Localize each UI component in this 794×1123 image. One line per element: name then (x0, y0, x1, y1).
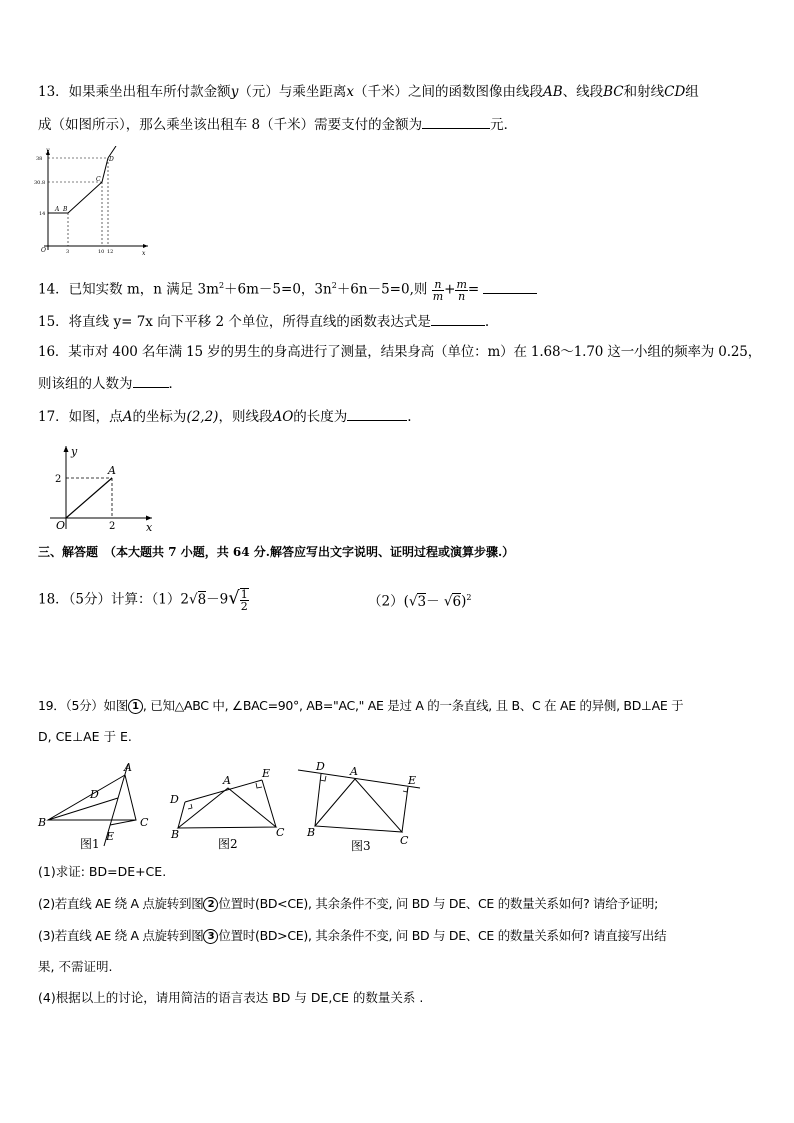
q13-sep2: 和射线 (623, 84, 665, 100)
q18-p1-sqrt-sign: √ (188, 591, 198, 608)
q18-p2-a: （2）( (368, 593, 409, 610)
fig1-label-e: E (106, 830, 115, 843)
section3-heading (38, 542, 514, 562)
section3-title: 三、解答题 (38, 545, 99, 559)
q14-frac2 (455, 279, 467, 302)
q15-text: 15．将直线 y= 7x 向下平移 2 个单位，所得直线的函数表达式是 (38, 314, 431, 330)
q13-sep1: 、线段 (562, 84, 604, 100)
q16-line2-b: ． (168, 376, 182, 392)
q17-point: A (122, 409, 133, 425)
fig2-label-d: D (170, 793, 179, 806)
q18-p1-frac-num: 1 (240, 588, 248, 601)
q17-line (38, 406, 412, 427)
q19-part4-text: (4)根据以上的讨论，请用简洁的语言表达 BD 与 DE,CE 的数量关系 . (38, 990, 424, 1005)
q14-sup2: 2 (331, 281, 337, 290)
fig3-label-a: A (350, 765, 358, 778)
q17-text-d: 的长度为 (293, 409, 348, 425)
q13-ytick-38: 38 (36, 156, 43, 162)
fig3-label-e: E (408, 774, 417, 787)
q14-frac2-num: m (456, 277, 467, 291)
q13-axis-y-label: y (46, 147, 50, 154)
fig2-label-c: C (276, 826, 285, 839)
q19-circle-3: 3 (203, 929, 218, 944)
q19-figures (30, 760, 430, 858)
fig3-label-d: D (316, 760, 325, 773)
q19-part1-text: (1)求证: BD=DE+CE. (38, 864, 167, 879)
q13-xtick-12: 12 (107, 249, 114, 255)
q16-line2 (38, 373, 182, 394)
q19-figure-1 (37, 761, 149, 851)
q17-graph (46, 443, 166, 533)
q19-part2-a: (2)若直线 AE 绕 A 点旋转到图 (38, 896, 204, 911)
q17-answer-blank[interactable] (347, 406, 407, 421)
fig3-caption: 图3 (351, 839, 371, 853)
fig1-label-c: C (140, 816, 149, 829)
q13-axis-x-label: x (142, 250, 146, 257)
q14-text-a: 14．已知实数 m，n 满足 3m (38, 281, 219, 298)
q18-p1-frac-den: 2 (240, 600, 248, 613)
q18-p2-radicand2: 6 (452, 593, 462, 610)
q18-p2-radicand1: 3 (417, 593, 427, 610)
q14-frac1-num: n (432, 279, 444, 291)
q14-line (38, 276, 537, 302)
q19-part3-a: (3)若直线 AE 绕 A 点旋转到图 (38, 928, 204, 943)
q18-prefix: 18．（5分）计算：（1） (38, 591, 181, 608)
q16-line2-a: 则该组的人数为 (38, 376, 133, 392)
q18-p2-sqrt1-sign: √ (408, 593, 418, 610)
q19-line2-text: D, CE⊥AE 于 E. (38, 729, 132, 744)
q16-line1-text: 16．某市对 400 名年满 15 岁的男生的身高进行了测量，结果身高（单位：m）在 1.68～1.70 这一小组的频率为 0.25， (38, 344, 762, 360)
q14-eq: = (467, 281, 480, 298)
q13-answer-blank[interactable] (422, 114, 490, 129)
q13-text-b: （元）与乘坐距离 (238, 84, 347, 100)
fig2-label-a: A (223, 774, 231, 787)
q19-figure-3 (298, 760, 420, 853)
q13-text-a: 13．如果乘坐出租车所付款金额 (38, 84, 231, 100)
q18-p1-a: 2 (180, 591, 189, 608)
q18-p1-radicand: 8 (197, 591, 207, 608)
q17-coord: (2,2) (186, 409, 219, 425)
q14-sup1: 2 (218, 281, 225, 290)
q17-axis-x-label: x (146, 521, 153, 533)
q18-p2-sup: 2 (466, 593, 472, 602)
q19-part3-c: 果, 不需证明. (38, 959, 113, 974)
q13-point-b: B (63, 206, 68, 213)
q14-text-c: ＋6n－5=0,则 (336, 281, 428, 298)
q13-line2 (38, 114, 517, 135)
q18-p1-sqrt2-sign: √ (228, 587, 240, 609)
q13-text-c: （千米）之间的函数图像由线段 (353, 84, 543, 100)
q19-circle-2: 2 (203, 897, 218, 912)
q13-line1 (38, 82, 699, 102)
q13-ray-cd: CD (664, 84, 686, 100)
fig1-label-d: D (90, 788, 99, 801)
q14-frac1 (432, 279, 444, 302)
q19-line1-b: , 已知△ABC 中, ∠BAC=90°, AB="AC," AE 是过 A 的一条直线, 且 B、C 在 AE 的异侧, BD⊥AE 于 (142, 698, 684, 713)
q17-end: . (407, 409, 412, 425)
q13-var-x: x (346, 84, 354, 100)
q19-part3 (38, 926, 666, 946)
q13-var-y: y (230, 84, 239, 100)
q13-xtick-10: 10 (98, 249, 105, 255)
q13-point-c: C (96, 176, 101, 183)
q13-ytick-14: 14 (39, 211, 46, 217)
q19-line2 (38, 727, 132, 747)
section3-desc: （本大题共 7 小题，共 64 分.解答应写出文字说明、证明过程或演算步骤.） (104, 545, 515, 559)
q13-text-d: 组 (685, 84, 699, 100)
q19-circle-1: 1 (128, 699, 143, 714)
q16-line1 (38, 342, 761, 362)
q14-answer-blank[interactable] (483, 279, 537, 294)
q17-text-a: 17．如图，点 (38, 409, 123, 425)
q19-line1-a: 19．（5分）如图 (38, 698, 128, 713)
q13-point-a: A (55, 206, 60, 213)
q19-line1 (38, 696, 683, 716)
fig1-label-b: B (38, 816, 47, 829)
q15-answer-blank[interactable] (431, 311, 485, 326)
q17-text-c: ，则线段 (218, 409, 273, 425)
fig2-label-b: B (171, 828, 180, 841)
fig1-label-a: A (124, 761, 132, 774)
q19-part3-b: 位置时(BD>CE), 其余条件不变, 问 BD 与 DE、CE 的数量关系如何? 请直接写出结 (218, 928, 667, 943)
q13-point-d: D (109, 156, 114, 163)
q17-point-a-label: A (108, 464, 116, 477)
fig2-caption: 图2 (218, 837, 238, 851)
fig3-label-c: C (400, 834, 409, 847)
q19-figure-2 (169, 767, 285, 851)
q17-origin-label: O (56, 519, 66, 532)
q18-p2-c: ) (461, 593, 467, 610)
q13-seg-ab: AB (542, 84, 563, 100)
q16-answer-blank[interactable] (133, 373, 169, 388)
q19-part2 (38, 894, 658, 914)
q13-line2-a: 成（如图所示），那么乘坐该出租车 8（千米）需要支付的金额为 (38, 117, 423, 133)
q17-axis-y-label: y (71, 445, 78, 458)
q14-frac1-den: m (432, 289, 444, 303)
q18-p1-b: －9 (206, 591, 229, 608)
q18-part2 (368, 588, 471, 612)
q18-p2-b: － (426, 593, 444, 610)
q13-graph (34, 146, 152, 258)
q14-plus: + (444, 281, 456, 298)
q19-part2-b: 位置时(BD<CE), 其余条件不变, 问 BD 与 DE、CE 的数量关系如何? 请给予证明; (218, 896, 659, 911)
q13-origin-label: O (41, 247, 46, 254)
q13-xtick-3: 3 (66, 249, 70, 255)
q15-end: . (484, 314, 490, 330)
q17-xtick-2: 2 (109, 521, 116, 532)
fig1-caption: 图1 (80, 837, 100, 851)
q13-ytick-30-8: 30.8 (34, 180, 46, 186)
q13-seg-bc: BC (603, 84, 624, 100)
fig2-label-e: E (262, 767, 271, 780)
q15-line (38, 311, 489, 332)
q19-part4 (38, 988, 423, 1008)
q13-line2-b: 元． (490, 117, 518, 133)
q18-p1-frac (240, 588, 249, 612)
q14-text-b: ＋6m－5=0，3n (224, 281, 332, 298)
q18-line (38, 588, 249, 612)
q17-ytick-2: 2 (55, 474, 62, 485)
q17-seg: AO (272, 409, 294, 425)
q17-text-b: 的坐标为 (132, 409, 187, 425)
q19-part3-cont (38, 957, 112, 977)
q14-frac2-den: n (458, 289, 466, 303)
q19-part1 (38, 862, 166, 882)
q18-p2-sqrt2-sign: √ (443, 593, 453, 610)
fig3-label-b: B (307, 826, 316, 839)
